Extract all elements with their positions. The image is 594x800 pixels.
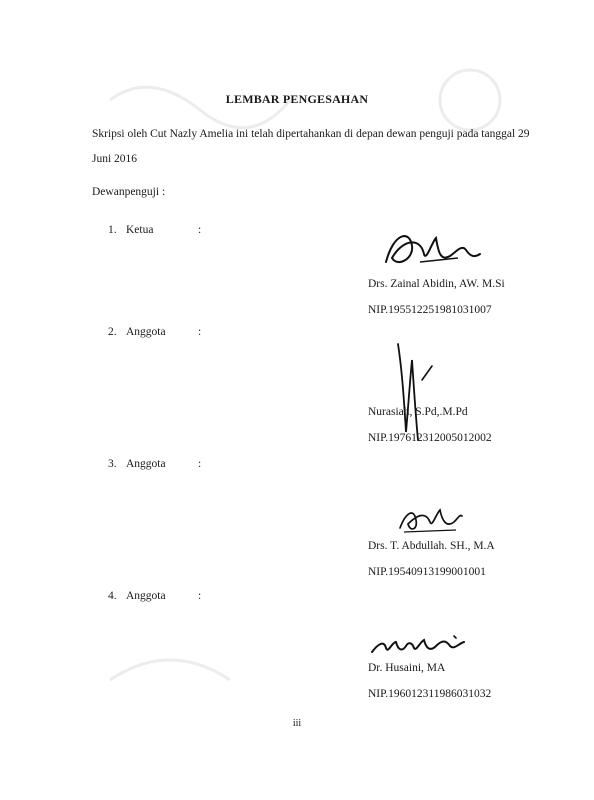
- signature-1-icon: [380, 228, 490, 274]
- member-2-row: [108, 326, 201, 338]
- member-number: 4.: [108, 590, 117, 602]
- member-role: Anggota: [126, 326, 166, 338]
- member-colon: :: [198, 458, 202, 470]
- member-colon: :: [198, 224, 202, 236]
- member-number: 1.: [108, 224, 117, 236]
- member-number: 2.: [108, 326, 117, 338]
- member-3-name: Drs. T. Abdullah. SH., M.A: [368, 540, 495, 552]
- member-1-row: [108, 224, 201, 236]
- member-role: Anggota: [126, 590, 166, 602]
- member-2-nip: NIP.197612312005012002: [368, 432, 492, 444]
- signature-3-icon: [396, 502, 466, 538]
- watermark-icon: [90, 60, 530, 720]
- member-3-row: [108, 458, 201, 470]
- member-colon: :: [198, 326, 202, 338]
- page-number: iii: [292, 718, 302, 729]
- member-4-nip: NIP.196012311986031032: [368, 688, 492, 700]
- examiners-label: Dewanpenguji :: [92, 186, 166, 198]
- signature-4-icon: [368, 632, 478, 662]
- page-title: LEMBAR PENGESAHAN: [225, 92, 369, 106]
- signature-2-icon: [392, 340, 442, 444]
- member-4-row: [108, 590, 201, 602]
- member-1-nip: NIP.195512251981031007: [368, 304, 492, 316]
- member-3-nip: NIP.19540913199001001: [368, 566, 486, 578]
- member-colon: :: [198, 590, 202, 602]
- member-role: Anggota: [126, 458, 166, 470]
- member-1-name: Drs. Zainal Abidin, AW. M.Si: [368, 278, 505, 290]
- intro-text-line-1: Skripsi oleh Cut Nazly Amelia ini telah dipertahankan di depan dewan penguji pada tanggal 29: [92, 128, 530, 140]
- member-role: Ketua: [126, 224, 154, 236]
- member-4-name: Dr. Husaini, MA: [368, 662, 446, 674]
- intro-text-line-2: Juni 2016: [92, 153, 138, 165]
- member-number: 3.: [108, 458, 117, 470]
- member-2-name: Nurasiah, S.Pd,.M.Pd: [368, 406, 468, 418]
